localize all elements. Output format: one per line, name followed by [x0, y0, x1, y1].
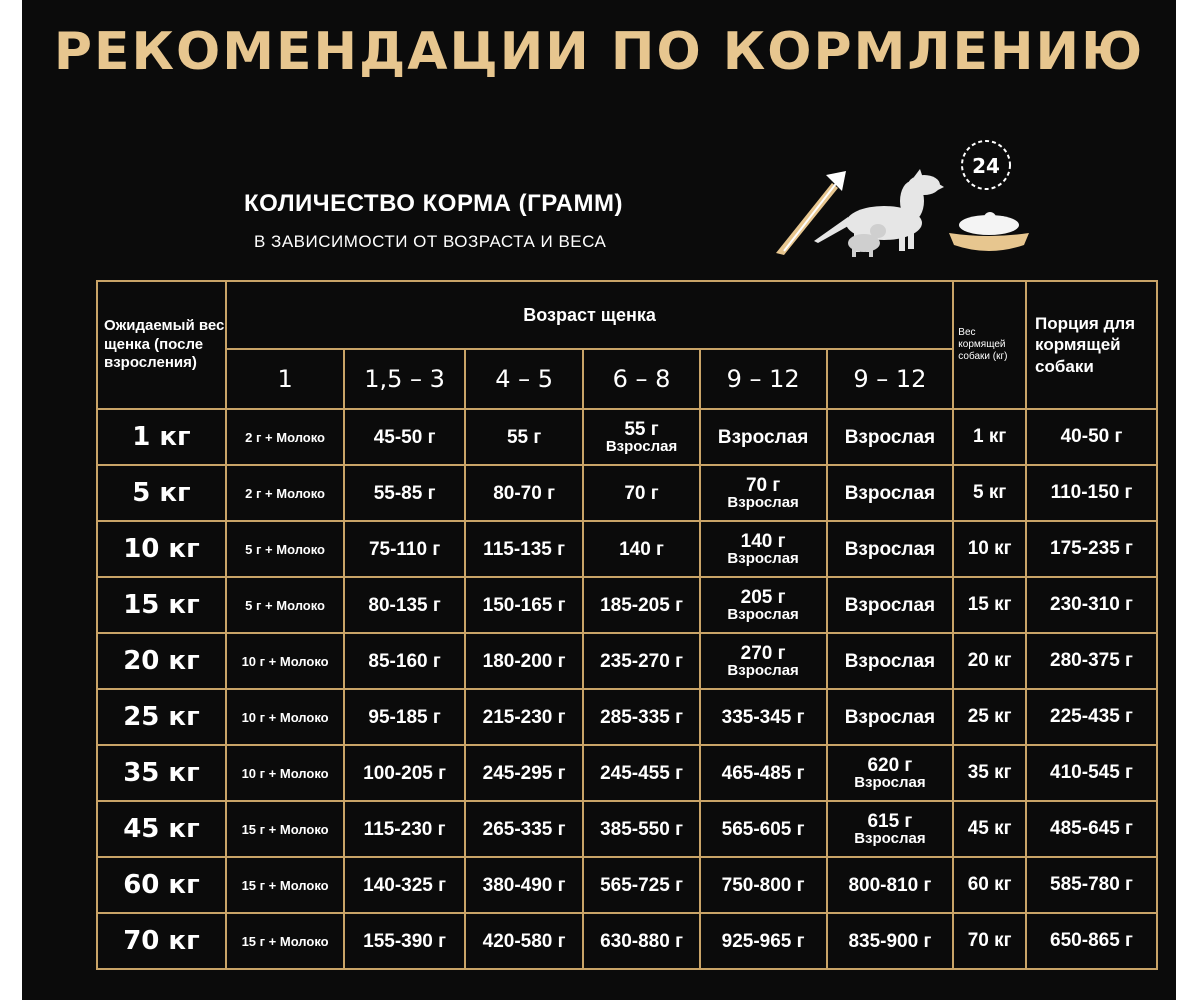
age-portion-cell — [344, 521, 465, 577]
growth-arrow-icon — [776, 171, 846, 255]
age-1-cell: 10 г + Молоко — [226, 689, 344, 745]
portion-value: 55 г — [506, 426, 542, 448]
age-portion-cell — [465, 689, 583, 745]
age-portion-cell — [344, 409, 465, 465]
portion-value: 380-490 г — [482, 874, 566, 896]
table-row — [97, 857, 1157, 913]
portion-value: 95-185 г — [368, 706, 441, 728]
age-portion-cell — [700, 801, 827, 857]
clock-24-icon — [962, 141, 1010, 189]
age-portion-cell — [827, 633, 954, 689]
expected-weight-cell: 60 кг — [97, 857, 226, 913]
age-portion-cell — [827, 857, 954, 913]
mother-portion-cell: 175-235 г — [1026, 521, 1157, 577]
portion-value: 420-580 г — [482, 930, 566, 952]
table-row — [97, 913, 1157, 969]
feeding-table — [96, 280, 1158, 970]
portion-value: Взрослая — [844, 594, 936, 616]
age-portion-cell — [583, 633, 699, 689]
age-portion-cell — [344, 745, 465, 801]
feed-amount-caption: В ЗАВИСИМОСТИ ОТ ВОЗРАСТА И ВЕСА — [254, 232, 607, 251]
portion-value: 565-725 г — [600, 874, 683, 896]
age-portion-cell — [700, 577, 827, 633]
age-portion-cell — [344, 857, 465, 913]
feeding-panel — [22, 0, 1176, 1000]
portion-value: 70 г — [745, 475, 781, 496]
age-column-header: 4 – 5 — [465, 349, 583, 409]
portion-value: 85-160 г — [368, 650, 441, 672]
portion-value: 80-135 г — [368, 594, 441, 616]
mother-portion-cell: 485-645 г — [1026, 801, 1157, 857]
adult-food-note: Взрослая — [727, 550, 799, 567]
portion-value: 335-345 г — [721, 706, 805, 728]
expected-weight-cell: 25 кг — [97, 689, 226, 745]
mother-portion-cell: 585-780 г — [1026, 857, 1157, 913]
expected-weight-cell: 5 кг — [97, 465, 226, 521]
age-1-cell: 5 г + Молоко — [226, 577, 344, 633]
table-row — [97, 409, 1157, 465]
portion-value: 115-135 г — [483, 538, 566, 560]
portion-value: 45-50 г — [373, 426, 436, 448]
age-portion-cell — [465, 801, 583, 857]
portion-value: 835-900 г — [848, 930, 932, 952]
expected-weight-cell: 45 кг — [97, 801, 226, 857]
portion-value: 235-270 г — [600, 650, 683, 672]
portion-value: 150-165 г — [482, 594, 566, 616]
age-column-header: 1,5 – 3 — [344, 349, 465, 409]
portion-value: Взрослая — [844, 482, 936, 504]
mother-portion-cell: 650-865 г — [1026, 913, 1157, 969]
age-1-cell: 15 г + Молоко — [226, 857, 344, 913]
portion-value: 620 г — [867, 755, 913, 776]
expected-weight-cell: 70 кг — [97, 913, 226, 969]
mother-portion-cell: 280-375 г — [1026, 633, 1157, 689]
age-portion-cell — [827, 689, 954, 745]
age-portion-cell — [344, 465, 465, 521]
feed-amount-heading: КОЛИЧЕСТВО КОРМА (ГРАММ) — [244, 190, 623, 217]
adult-food-note: Взрослая — [727, 662, 799, 679]
table-row — [97, 465, 1157, 521]
adult-food-note: Взрослая — [727, 494, 799, 511]
age-portion-cell — [827, 409, 954, 465]
age-1-cell: 5 г + Молоко — [226, 521, 344, 577]
portion-value: 385-550 г — [600, 818, 683, 840]
age-portion-cell — [700, 857, 827, 913]
mother-weight-cell: 15 кг — [953, 577, 1026, 633]
age-1-cell: 2 г + Молоко — [226, 409, 344, 465]
portion-value: 70 г — [624, 482, 659, 504]
portion-value: 245-455 г — [600, 762, 683, 784]
portion-value: 270 г — [740, 643, 786, 664]
age-portion-cell — [827, 577, 954, 633]
portion-value: Взрослая — [844, 426, 936, 448]
mother-weight-cell: 10 кг — [953, 521, 1026, 577]
adult-food-note: Взрослая — [854, 830, 926, 847]
age-portion-cell — [465, 521, 583, 577]
age-portion-cell — [827, 465, 954, 521]
portion-value: 615 г — [867, 811, 913, 832]
table-row — [97, 521, 1157, 577]
age-portion-cell — [827, 913, 954, 969]
age-portion-cell — [344, 689, 465, 745]
portion-value: 140-325 г — [363, 874, 447, 896]
age-portion-cell — [583, 689, 699, 745]
portion-value: 245-295 г — [482, 762, 566, 784]
age-portion-cell — [344, 577, 465, 633]
portion-value: 215-230 г — [482, 706, 566, 728]
mother-weight-cell: 20 кг — [953, 633, 1026, 689]
age-portion-cell — [465, 633, 583, 689]
portion-value: 205 г — [740, 587, 786, 608]
mother-weight-cell: 1 кг — [953, 409, 1026, 465]
age-portion-cell — [465, 465, 583, 521]
portion-value: 80-70 г — [493, 482, 555, 504]
age-portion-cell — [344, 633, 465, 689]
table-row — [97, 689, 1157, 745]
age-portion-cell — [700, 745, 827, 801]
header-expected-weight: Ожидаемый вес щенка (после взросления) — [97, 281, 226, 409]
expected-weight-cell: 35 кг — [97, 745, 226, 801]
age-portion-cell — [827, 521, 954, 577]
mother-portion-cell: 110-150 г — [1026, 465, 1157, 521]
food-bowl-icon — [949, 212, 1029, 251]
age-portion-cell — [700, 465, 827, 521]
portion-value: 185-205 г — [600, 594, 683, 616]
mother-weight-cell: 25 кг — [953, 689, 1026, 745]
portion-value: 55 г — [624, 419, 659, 440]
portion-value: Взрослая — [717, 426, 809, 448]
portion-value: 100-205 г — [363, 762, 447, 784]
age-portion-cell — [465, 913, 583, 969]
expected-weight-cell: 15 кг — [97, 577, 226, 633]
portion-value: 140 г — [619, 538, 664, 560]
portion-value: 180-200 г — [482, 650, 566, 672]
age-column-header: 6 – 8 — [583, 349, 699, 409]
age-portion-cell — [465, 409, 583, 465]
table-row — [97, 633, 1157, 689]
age-column-header: 1 — [226, 349, 344, 409]
header-mother-weight: Вес кормящей собаки (кг) — [953, 281, 1026, 409]
age-portion-cell — [700, 633, 827, 689]
age-portion-cell — [583, 577, 699, 633]
age-portion-cell — [700, 521, 827, 577]
adult-food-note: Взрослая — [854, 774, 926, 791]
table-row — [97, 577, 1157, 633]
portion-value: 565-605 г — [721, 818, 805, 840]
age-portion-cell — [583, 801, 699, 857]
clock-label: 24 — [972, 154, 1000, 178]
age-portion-cell — [700, 689, 827, 745]
portion-value: 115-230 г — [363, 818, 446, 840]
expected-weight-cell: 10 кг — [97, 521, 226, 577]
portion-value: 800-810 г — [848, 874, 932, 896]
age-portion-cell — [583, 745, 699, 801]
expected-weight-cell: 20 кг — [97, 633, 226, 689]
portion-value: 55-85 г — [373, 482, 436, 504]
feeding-illustration — [754, 135, 1064, 270]
adult-food-note: Взрослая — [605, 438, 678, 455]
age-portion-cell — [465, 577, 583, 633]
mother-weight-cell: 60 кг — [953, 857, 1026, 913]
age-portion-cell — [465, 857, 583, 913]
adult-food-note: Взрослая — [727, 606, 799, 623]
age-portion-cell — [344, 913, 465, 969]
mother-weight-cell: 70 кг — [953, 913, 1026, 969]
age-portion-cell — [827, 801, 954, 857]
portion-value: Взрослая — [844, 538, 936, 560]
age-1-cell: 10 г + Молоко — [226, 745, 344, 801]
mother-portion-cell: 410-545 г — [1026, 745, 1157, 801]
mother-weight-cell: 45 кг — [953, 801, 1026, 857]
page-title: РЕКОМЕНДАЦИИ ПО КОРМЛЕНИЮ — [53, 22, 1145, 82]
table-row — [97, 745, 1157, 801]
age-portion-cell — [827, 745, 954, 801]
age-1-cell: 15 г + Молоко — [226, 913, 344, 969]
age-portion-cell — [583, 409, 699, 465]
age-1-cell: 2 г + Молоко — [226, 465, 344, 521]
age-portion-cell — [465, 745, 583, 801]
age-portion-cell — [583, 913, 699, 969]
age-1-cell: 10 г + Молоко — [226, 633, 344, 689]
portion-value: Взрослая — [844, 706, 936, 728]
portion-value: 925-965 г — [721, 930, 805, 952]
age-portion-cell — [700, 913, 827, 969]
portion-value: 750-800 г — [721, 874, 805, 896]
age-portion-cell — [700, 409, 827, 465]
age-portion-cell — [583, 465, 699, 521]
age-column-header: 9 – 12 — [827, 349, 954, 409]
age-portion-cell — [583, 521, 699, 577]
portion-value: 75-110 г — [368, 538, 441, 560]
mother-portion-cell: 230-310 г — [1026, 577, 1157, 633]
table-row — [97, 801, 1157, 857]
portion-value: Взрослая — [844, 650, 936, 672]
portion-value: 140 г — [740, 531, 786, 552]
age-portion-cell — [344, 801, 465, 857]
portion-value: 155-390 г — [363, 930, 447, 952]
mother-portion-cell: 40-50 г — [1026, 409, 1157, 465]
portion-value: 285-335 г — [600, 706, 683, 728]
header-portion: Порция для кормящей собаки — [1026, 281, 1157, 409]
mother-portion-cell: 225-435 г — [1026, 689, 1157, 745]
mother-weight-cell: 5 кг — [953, 465, 1026, 521]
age-1-cell: 15 г + Молоко — [226, 801, 344, 857]
portion-value: 630-880 г — [600, 930, 683, 952]
mother-weight-cell: 35 кг — [953, 745, 1026, 801]
age-column-header: 9 – 12 — [700, 349, 827, 409]
expected-weight-cell: 1 кг — [97, 409, 226, 465]
portion-value: 265-335 г — [482, 818, 566, 840]
header-puppy-age: Возраст щенка — [226, 281, 953, 349]
portion-value: 465-485 г — [721, 762, 805, 784]
age-portion-cell — [583, 857, 699, 913]
